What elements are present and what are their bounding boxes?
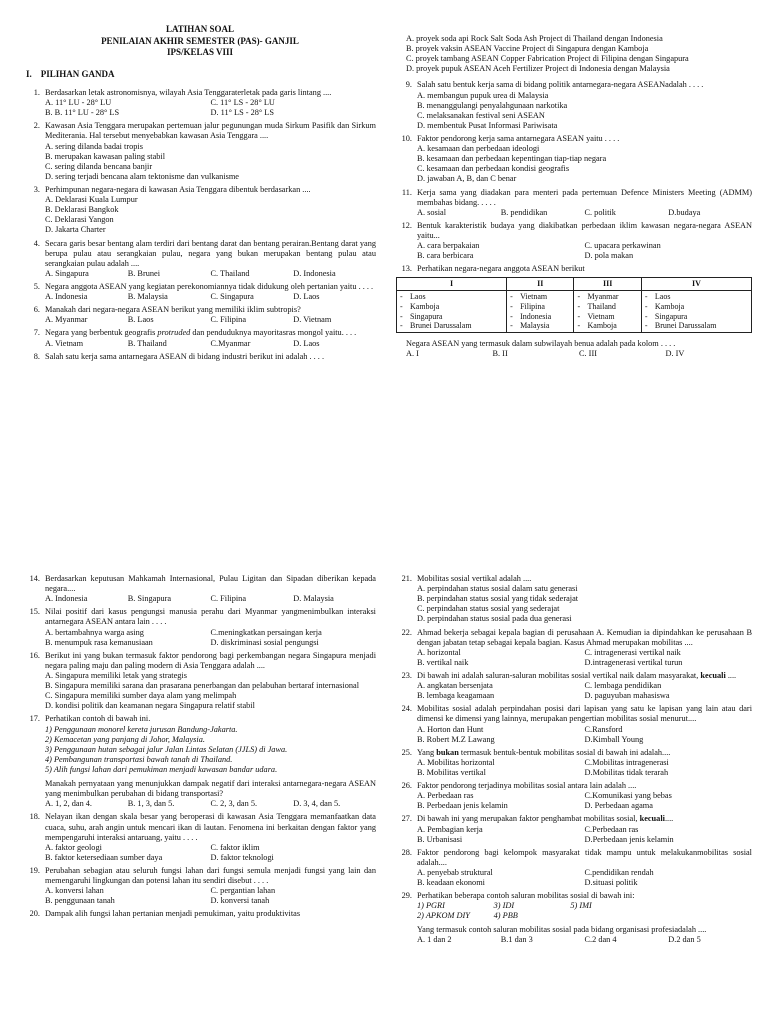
option-d[interactable]: D. proyek pupuk ASEAN Aceh Fertilizer Project di Indonesia dengan Malaysia xyxy=(406,64,670,74)
question-text: Faktor pendorong terjadinya mobilitas sosial antara lain adalah .... xyxy=(417,781,637,791)
question-number: 4. xyxy=(33,238,40,248)
option-a[interactable]: A. angkatan bersenjata xyxy=(417,681,493,691)
option-b[interactable]: B. Singapura memiliki sarana dan prasarana penerbangan dan pelabuhan bertaraf internasional xyxy=(45,681,360,691)
question-22 xyxy=(396,628,752,668)
question-11 xyxy=(396,188,752,218)
option-a[interactable]: A. Singapura xyxy=(45,268,89,278)
table-cell xyxy=(507,291,574,333)
page-2-right-column xyxy=(396,574,752,948)
list-item: - Myanmar xyxy=(577,292,619,302)
list-item: - Indonesia xyxy=(510,311,552,321)
question-text: Manakah dari negara-negara ASEAN berikut yang memiliki iklim subtropis? xyxy=(45,305,301,315)
list-item: - Thailand xyxy=(577,301,616,311)
option-a[interactable]: A. Deklarasi Kuala Lumpur xyxy=(45,195,138,205)
question-number: 23. xyxy=(401,670,412,680)
question-20 xyxy=(24,909,376,919)
question-number: 1. xyxy=(33,88,40,98)
option-d[interactable]: D.intragenerasi vertikal turun xyxy=(584,657,683,667)
option-d[interactable]: D. Perbedaan agama xyxy=(584,801,653,811)
option-a[interactable]: A. konversi lahan xyxy=(45,886,104,896)
page-2-left-column xyxy=(24,574,376,923)
list-item: 3) IDI xyxy=(493,901,515,911)
option-c[interactable]: C.Mobilitas intragenerasi xyxy=(584,757,669,767)
option-b[interactable]: B. B. 11° LU - 28° LS xyxy=(45,108,120,118)
option-c[interactable]: C.meningkatkan persaingan kerja xyxy=(210,627,322,637)
question-number: 29. xyxy=(401,891,412,901)
question-number: 15. xyxy=(29,607,40,617)
option-d[interactable]: D. IV xyxy=(665,349,685,359)
question-text: Bentuk karakteristik budaya yang diakibatkan perbedaan iklim kawasan negara-negara ASEAN yaitu... xyxy=(417,220,752,240)
worksheet-header xyxy=(24,24,376,59)
question-27 xyxy=(396,814,752,844)
option-c[interactable]: C. Singapura xyxy=(210,292,254,302)
list-item: - Kamboja xyxy=(400,301,440,311)
list-item: 1) PGRI xyxy=(417,901,445,911)
question-25 xyxy=(396,748,752,778)
option-a[interactable]: A. Pembagian kerja xyxy=(417,824,483,834)
question-number: 8. xyxy=(33,351,40,361)
option-a[interactable]: A. 1 dan 2 xyxy=(417,934,452,944)
question-number: 20. xyxy=(29,909,40,919)
option-a[interactable]: A. 11° LU - 28° LU xyxy=(45,98,112,108)
option-d[interactable]: D. paguyuban mahasiswa xyxy=(584,691,670,701)
section-heading xyxy=(26,69,376,80)
option-b[interactable]: B. penggunaan tanah xyxy=(45,896,115,906)
option-b[interactable]: B. merupakan kawasan paling stabil xyxy=(45,151,166,161)
list-item: 4) Pembangunan transportasi bawah tanah di Thailand. xyxy=(45,754,233,764)
option-c[interactable]: C.Myanmar xyxy=(210,338,251,348)
option-d[interactable]: D.2 dan 5 xyxy=(668,934,701,944)
question-text: Mobilitas sosial vertikal adalah .... xyxy=(417,574,532,583)
option-b[interactable]: B. menumpuk rasa kemanusiaan xyxy=(45,637,153,647)
option-d[interactable]: D. Laos xyxy=(293,338,320,348)
page-gap xyxy=(0,506,768,518)
option-d[interactable]: D. membentuk Pusat Informasi Pariwisata xyxy=(417,120,558,130)
question-1 xyxy=(24,88,376,118)
question-text: Kerja sama yang diadakan para menteri pada pertemuan Defence Ministers Meeting (ADMM) membahas bidang. . . . . xyxy=(417,187,752,207)
list-item: 2) Kemacetan yang panjang di Johor, Malaysia. xyxy=(45,734,205,744)
option-c[interactable]: C. kesamaan dan perbedaan kondisi geografis xyxy=(417,164,570,174)
question-text: Yang bukan termasuk bentuk-bentuk mobilitas sosial di bawah ini adalah.... xyxy=(417,747,671,757)
question-text: Berikut ini yang bukan termasuk faktor pendorong bagi perkembangan negara Singapura menjadi negara paling maju dan paling modern di Asia Tenggara adalah .... xyxy=(45,650,376,670)
option-a[interactable]: A. horizontal xyxy=(417,647,461,657)
option-a[interactable]: A. I xyxy=(406,349,419,359)
list-item: 1) Penggunaan monorel kereta jurusan Bandung-Jakarta. xyxy=(45,724,238,734)
question-13-prompt xyxy=(396,339,752,359)
question-17 xyxy=(24,714,376,809)
question-28 xyxy=(396,848,752,888)
option-c[interactable]: C. lembaga pendidikan xyxy=(584,681,662,691)
option-a[interactable]: A. Myanmar xyxy=(45,315,88,325)
option-d[interactable]: D. perpindahan status sosial pada dua generasi xyxy=(417,614,572,624)
option-c[interactable]: C. politik xyxy=(584,207,616,217)
question-text xyxy=(45,328,376,338)
question-7 xyxy=(24,328,376,348)
question-number: 19. xyxy=(29,865,40,875)
option-c[interactable]: C. Singapura memiliki sumber daya alam yang melimpah xyxy=(45,691,237,701)
section-title: PILIHAN GANDA xyxy=(40,69,115,80)
question-text: Berdasarkan keputusan Mahkamah Internasional, Pulau Ligitan dan Sipadan diberikan kepada negara.... xyxy=(45,574,376,594)
option-d[interactable]: D. Jakarta Charter xyxy=(45,225,106,235)
list-item xyxy=(570,911,647,921)
question-number: 21. xyxy=(401,574,412,583)
option-b[interactable]: B. Urbanisasi xyxy=(417,834,463,844)
question-number: 22. xyxy=(401,627,412,637)
question-number: 12. xyxy=(401,220,412,230)
option-a[interactable]: A. faktor geologi xyxy=(45,842,102,852)
question-14 xyxy=(24,574,376,604)
table-cell xyxy=(397,291,507,333)
list-item: - Malaysia xyxy=(510,321,550,331)
question-10 xyxy=(396,134,752,185)
option-b[interactable]: B. Malaysia xyxy=(127,292,168,302)
example-list xyxy=(45,725,376,776)
question-text: Di bawah ini yang merupakan faktor penghambat mobilitas sosial, kecuali.... xyxy=(417,814,674,824)
option-d[interactable]: D. 3, 4, dan 5. xyxy=(293,799,341,809)
option-d[interactable]: D. sering terjadi bencana alam tektonisme dan vulkanisme xyxy=(45,171,239,181)
option-b[interactable]: B.1 dan 3 xyxy=(500,934,533,944)
list-item: 5) Alih fungsi lahan dari pemukiman menjadi kawasan bandar udara. xyxy=(45,764,278,774)
option-d[interactable]: D. jawaban A, B, dan C benar xyxy=(417,174,517,184)
option-b[interactable]: B. keadaan ekonomi xyxy=(417,878,485,888)
option-a[interactable]: A. bertambahnya warga asing xyxy=(45,627,144,637)
list-item: 3) Penggunaan hutan sebagai jalur Jalan Lintas Selatan (JJLS) di Jawa. xyxy=(45,744,288,754)
option-a[interactable]: A. perpindahan status sosial dalam satu generasi xyxy=(417,584,578,594)
option-d[interactable]: D.Mobilitas tidak terarah xyxy=(584,767,669,777)
table-cell xyxy=(574,291,641,333)
option-c[interactable]: C.pendidikan rendah xyxy=(584,867,654,877)
option-b[interactable]: B. Thailand xyxy=(127,338,167,348)
option-c[interactable]: C. III xyxy=(579,349,597,359)
question-number: 26. xyxy=(401,781,412,791)
option-d[interactable]: D. pola makan xyxy=(584,251,634,261)
question-number: 9. xyxy=(405,80,412,90)
question-2 xyxy=(24,121,376,182)
question-text: Faktor pendorong bagi kelompok masyarakat tidak mampu untuk melakukanmobilitas sosial adalah.... xyxy=(417,847,752,867)
list-item: - Laos xyxy=(644,292,671,302)
option-c[interactable]: C. faktor iklim xyxy=(210,842,260,852)
header-subtitle: PENILAIAN AKHIR SEMESTER (PAS)- GANJIL xyxy=(101,35,299,46)
option-d[interactable]: D.situasi politik xyxy=(584,878,638,888)
question-text: Negara anggota ASEAN yang kegiatan perekonomiannya tidak didukung oleh pertanian yaitu . . . . xyxy=(45,282,374,291)
option-d[interactable]: D. Vietnam xyxy=(293,315,332,325)
option-d[interactable]: D. konversi tanah xyxy=(210,896,270,906)
option-c[interactable]: C. intragenerasi vertikal naik xyxy=(584,647,681,657)
question-text: Berdasarkan letak astronomisnya, wilayah Asia Tenggaraterletak pada garis lintang .... xyxy=(45,88,332,98)
question-text: Secara garis besar bentang alam terdiri dari bentang darat dan bentang perairan.Bentang darat yang berupa pulau atau serangkaian pulau, negara yang bukan merupakan bentang pulau atau serangkaian pulau adalah .... xyxy=(45,238,376,268)
question-5 xyxy=(24,282,376,302)
table-header-row xyxy=(397,278,752,291)
list-item: - Vietnam xyxy=(510,292,548,302)
option-d[interactable]: D. Malaysia xyxy=(293,594,334,604)
option-c[interactable]: C.Komunikasi yang bebas xyxy=(584,791,672,801)
option-b[interactable]: B. Perbedaan jenis kelamin xyxy=(417,801,508,811)
option-c[interactable]: C.Perbedaan ras xyxy=(584,824,639,834)
question-text: Salah satu bentuk kerja sama di bidang politik antarnegara-negara ASEANadalah . . . . xyxy=(417,80,704,90)
question-29 xyxy=(396,891,752,945)
emphasis-word: kecuali xyxy=(639,814,665,824)
option-b[interactable]: B. 1, 3, dan 5. xyxy=(127,799,175,809)
option-d[interactable]: D.Kimball Young xyxy=(584,734,644,744)
option-a[interactable]: A. membangun pupuk urea di Malaysia xyxy=(417,90,549,100)
list-item: - Brunei Darussalam xyxy=(400,321,472,331)
option-d[interactable]: D. 11° LS - 28° LS xyxy=(210,108,274,118)
question-26 xyxy=(396,781,752,811)
option-b[interactable]: B. Laos xyxy=(127,315,154,325)
list-item: - Singapura xyxy=(644,311,688,321)
option-b[interactable]: B. kesamaan dan perbedaan kepentingan tiap-tiap negara xyxy=(417,154,607,164)
option-a[interactable]: A. Mobilitas horizontal xyxy=(417,757,495,767)
option-d[interactable]: D.budaya xyxy=(668,207,701,217)
option-b[interactable]: B. perpindahan status sosial yang tidak sederajat xyxy=(417,594,579,604)
emphasis-word: bukan xyxy=(436,747,459,757)
question-number: 16. xyxy=(29,650,40,660)
option-a[interactable]: A. proyek soda api Rock Salt Soda Ash Project di Thailand dengan Indonesia xyxy=(406,34,663,43)
option-a[interactable]: A. Indonesia xyxy=(45,594,88,604)
question-16 xyxy=(24,651,376,712)
table-row xyxy=(397,291,752,333)
option-c[interactable]: C. Filipina xyxy=(210,315,246,325)
question-4 xyxy=(24,239,376,279)
question-prompt: Manakah pernyataan yang menunjukkan dampak negatif dari interaksi antarnegara-negara ASEAN yang menimbulkan perubahan di bidang transportasi? xyxy=(45,779,376,799)
list-item: - Kamboja xyxy=(577,321,617,331)
option-a[interactable]: A. Perbedaan ras xyxy=(417,791,474,801)
option-c[interactable]: C. proyek tambang ASEAN Copper Fabrication Project di Filipina dengan Singapura xyxy=(406,54,689,64)
question-number: 2. xyxy=(33,121,40,131)
section-number: I. xyxy=(26,69,32,80)
question-text-start: Negara yang berbentuk geografis xyxy=(45,328,158,338)
option-d[interactable]: D. Indonesia xyxy=(293,268,336,278)
option-b[interactable]: B. lembaga keagamaan xyxy=(417,691,495,701)
question-text: Perhatikan beberapa contoh saluran mobilitas sosial di bawah ini: xyxy=(417,891,635,901)
question-number: 11. xyxy=(401,187,412,197)
list-item: - Brunei Darussalam xyxy=(644,321,717,331)
question-number: 27. xyxy=(401,814,412,824)
question-21 xyxy=(396,574,752,625)
option-b[interactable]: B. Deklarasi Bangkok xyxy=(45,205,119,215)
question-text: Perubahan sebagian atau seluruh fungsi lahan dari fungsi semula menjadi fungsi yang lain dan memengaruhi lingkungan dan potensi lahan itu sendiri disebut . . . . xyxy=(45,865,376,886)
asean-country-table xyxy=(396,277,752,333)
question-6 xyxy=(24,305,376,325)
question-8-options xyxy=(396,34,752,74)
question-19 xyxy=(24,866,376,906)
option-a[interactable]: A. Singapura memiliki letak yang strategis xyxy=(45,670,187,680)
option-c[interactable]: C.Ransford xyxy=(584,724,623,734)
question-12 xyxy=(396,221,752,261)
option-c[interactable]: C. Deklarasi Yangon xyxy=(45,215,114,225)
question-8 xyxy=(24,352,376,362)
question-number: 6. xyxy=(33,305,40,315)
question-text: Mobilitas sosial adalah perpindahan posisi dari lapisan yang satu ke lapisan yang lain atau dari dimensi ke dimensi yang lainnya, merupakan pengertian mobilitas sosial menurut.... xyxy=(417,704,752,724)
table-cell xyxy=(641,291,751,333)
column-header: II xyxy=(507,278,574,291)
option-c[interactable]: C. melaksanakan festival seni ASEAN xyxy=(417,110,545,120)
option-a[interactable]: A. 1, 2, dan 4. xyxy=(45,799,93,809)
option-b[interactable]: B. cara berbicara xyxy=(417,251,474,261)
emphasis-word: kecuali xyxy=(700,670,726,680)
option-c[interactable]: C. 2, 3, dan 5. xyxy=(210,799,258,809)
question-prompt: Yang termasuk contoh saluran mobilitas sosial pada bidang organisasi profesiadalah .... xyxy=(417,924,707,934)
question-number: 10. xyxy=(401,133,412,143)
question-text: Faktor pendorong kerja sama antarnegara ASEAN yaitu . . . . xyxy=(417,133,620,143)
option-b[interactable]: B. Mobilitas vertikal xyxy=(417,767,486,777)
list-item: 2) APKOM DIY xyxy=(417,911,470,921)
column-header: III xyxy=(574,278,641,291)
question-text: Dampak alih fungsi lahan pertanian menjadi pemukiman, yaitu produktivitas xyxy=(45,909,301,919)
question-23 xyxy=(396,671,752,701)
option-c[interactable]: C. sering dilanda bencana banjir xyxy=(45,161,153,171)
option-a[interactable]: A. Indonesia xyxy=(45,292,88,302)
option-d[interactable]: D. kondisi politik dan keamanan negara Singapura relatif stabil xyxy=(45,701,255,711)
option-a[interactable]: A. cara berpakaian xyxy=(417,241,480,251)
option-c[interactable]: C. perpindahan status sosial yang sederajat xyxy=(417,604,560,614)
page-1-right-column xyxy=(396,34,752,359)
question-number: 7. xyxy=(33,328,40,338)
question-24 xyxy=(396,704,752,744)
question-text: Perhatikan negara-negara anggota ASEAN berikut xyxy=(417,264,585,274)
option-a[interactable]: A. penyebab struktural xyxy=(417,867,493,877)
list-item: - Singapura xyxy=(400,311,443,321)
option-c[interactable]: C. upacara perkawinan xyxy=(584,241,661,251)
option-a[interactable]: A. Vietnam xyxy=(45,338,84,348)
question-3 xyxy=(24,185,376,236)
question-18 xyxy=(24,812,376,863)
header-class: IPS/KELAS VIII xyxy=(166,47,234,58)
option-b[interactable]: B. Robert M.Z Lawang xyxy=(417,734,495,744)
question-text: Nelayan ikan dengan skala besar yang beroperasi di kawasan Asia Tenggara memanfaatkan data cuaca, suhu, arah angin untuk mencari ikan di lautan. Fenomena ini berkaitan dengan faktor yang mempengaruhi interaksi antaruang, yaitu . . . . xyxy=(45,812,376,842)
worksheet-page-2 xyxy=(0,518,768,1024)
question-13 xyxy=(396,264,752,274)
option-a[interactable]: A. sosial xyxy=(417,207,447,217)
option-b[interactable]: B. Brunei xyxy=(127,268,161,278)
question-text: Kawasan Asia Tenggara merupakan pertemuan jalur pegunungan muda Sirkum Pasifik dan Sirkum Mediterania. Hal tersebut menyebabkan kawasan Asia Tenggara .... xyxy=(45,121,376,141)
option-a[interactable]: A. Horton dan Hunt xyxy=(417,724,484,734)
question-text: Di bawah ini adalah saluran-saluran mobilitas sosial vertikal naik dalam masyarakat, kecuali .... xyxy=(417,670,737,680)
worksheet-page-1 xyxy=(0,0,768,506)
list-item: 4) PBB xyxy=(493,911,518,921)
option-b[interactable]: B. menanggulangi penyalahgunaan narkotika xyxy=(417,100,568,110)
question-number: 14. xyxy=(29,574,40,583)
question-text-end: dan penduduknya mayoritasras mongol yaitu. . . . xyxy=(190,328,357,338)
option-b[interactable]: B. II xyxy=(492,349,508,359)
option-b[interactable]: B. proyek vaksin ASEAN Vaccine Project di Singapura dengan Kamboja xyxy=(406,44,649,54)
question-number: 17. xyxy=(29,714,40,724)
question-text: Perhatikan contoh di bawah ini. xyxy=(45,714,151,724)
question-number: 28. xyxy=(401,847,412,857)
question-number: 24. xyxy=(401,704,412,714)
list-item: 5) IMI xyxy=(570,901,592,911)
option-a[interactable]: A. sering dilanda badai tropis xyxy=(45,141,143,151)
question-15 xyxy=(24,607,376,647)
question-number: 18. xyxy=(29,812,40,822)
option-d[interactable]: D. faktor teknologi xyxy=(210,852,274,862)
option-b[interactable]: B. vertikal naik xyxy=(417,657,469,667)
column-header: I xyxy=(397,278,507,291)
question-text: Salah satu kerja sama antarnegara ASEAN di bidang industri berikut ini adalah . . . . xyxy=(45,351,325,361)
question-text: Negara ASEAN yang termasuk dalam subwilayah benua adalah pada kolom . . . . xyxy=(406,339,676,349)
question-text: Perhimpunan negara-negara di kawasan Asia Tenggara dibentuk berdasarkan .... xyxy=(45,185,311,195)
option-c[interactable]: C. pergantian lahan xyxy=(210,886,276,896)
list-item: - Vietnam xyxy=(577,311,615,321)
question-text: Ahmad bekerja sebagai kepala bagian di perusahaan A. Kemudian ia dipindahkan ke perusahaan B dengan jabatan tetap sebagai kepala bagian. Kasus Ahmad merupakan mobilitas .... xyxy=(417,627,752,647)
option-b[interactable]: B. pendidikan xyxy=(500,207,548,217)
option-d[interactable]: D. diskriminasi sosial pengungsi xyxy=(210,637,319,647)
question-number: 25. xyxy=(401,747,412,757)
organization-list xyxy=(417,901,647,921)
option-c[interactable]: C. Thailand xyxy=(210,268,250,278)
column-header: IV xyxy=(641,278,751,291)
question-number: 3. xyxy=(33,185,40,195)
question-9 xyxy=(396,80,752,131)
option-c[interactable]: C. 11° LS - 28° LU xyxy=(210,98,275,108)
header-title: LATIHAN SOAL xyxy=(165,24,235,34)
option-b[interactable]: B. Singapura xyxy=(127,594,172,604)
page-1-left-column xyxy=(24,0,376,365)
option-b[interactable]: B. faktor ketersediaan sumber daya xyxy=(45,852,163,862)
question-number: 5. xyxy=(33,282,40,291)
option-d[interactable]: D.Perbedaan jenis kelamin xyxy=(584,834,674,844)
list-item: - Filipina xyxy=(510,301,545,311)
question-number: 13. xyxy=(401,264,412,274)
option-a[interactable]: A. kesamaan dan perbedaan ideologi xyxy=(417,144,540,154)
question-text: Nilai positif dari kasus pengungsi manusia perahu dari Myanmar yangmenimbulkan interaksi antarnegara ASEAN antara lain . . . . xyxy=(45,607,376,627)
option-c[interactable]: C. Filipina xyxy=(210,594,246,604)
italic-term: protruded xyxy=(157,328,191,338)
list-item: - Laos xyxy=(400,292,426,302)
list-item: - Kamboja xyxy=(644,301,685,311)
option-c[interactable]: C.2 dan 4 xyxy=(584,934,617,944)
option-d[interactable]: D. Laos xyxy=(293,292,320,302)
